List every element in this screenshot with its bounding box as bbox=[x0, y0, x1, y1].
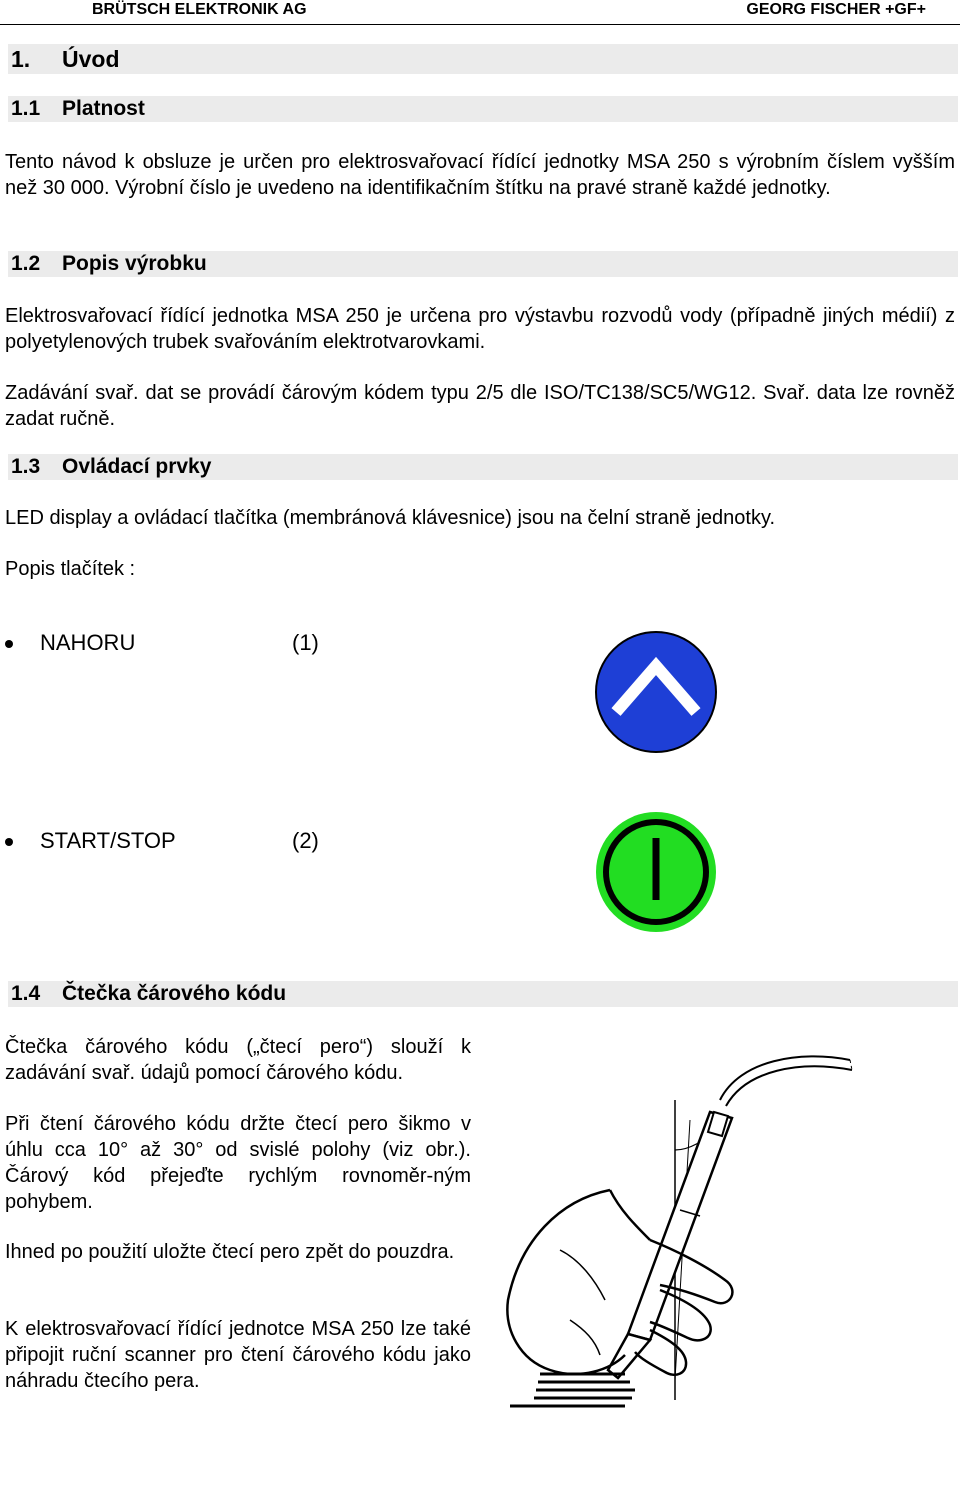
paragraph-validity: Tento návod k obsluze je určen pro elektrosvařovací řídící jednotky MSA 250 s výrobním číslem vyšším než 30 000. Výrobní číslo je uvedeno na identifikačním štítku na pravé straně každé jednotky. bbox=[5, 151, 955, 199]
section-title: Čtečka čárového kódu bbox=[62, 982, 287, 1005]
header-company-right: GEORG FISCHER +GF+ bbox=[746, 1, 926, 18]
button-label: NAHORU bbox=[40, 630, 136, 655]
power-icon bbox=[594, 810, 718, 934]
button-label: START/STOP bbox=[40, 828, 176, 853]
barcode-pen-illustration bbox=[500, 1040, 880, 1420]
paragraph-reading-instructions: Při čtení čárového kódu držte čtecí pero šikmo v úhlu cca 10° až 30° od svislé polohy (viz obr.). Čárový kód přejeďte rychlým rovnoměr-ným pohybem. bbox=[5, 1113, 471, 1213]
bullet-dot bbox=[5, 640, 13, 648]
section-title: Platnost bbox=[62, 97, 145, 120]
section-title: Ovládací prvky bbox=[62, 455, 212, 478]
section-number: 1.4 bbox=[11, 982, 41, 1005]
section-number: 1.2 bbox=[11, 252, 41, 275]
paragraph-controls: LED display a ovládací tlačítka (membránová klávesnice) jsou na čelní straně jednotky. bbox=[5, 507, 776, 529]
button-code: (1) bbox=[292, 630, 319, 655]
button-code: (2) bbox=[292, 828, 319, 853]
paragraph-barcode-reader: Čtečka čárového kódu („čtecí pero“) slouží k zadávání svař. údajů pomocí čárového kódu. bbox=[5, 1036, 471, 1084]
paragraph-product-description: Elektrosvařovací řídící jednotka MSA 250 je určena pro výstavbu rozvodů vody (případně jiných médií) z polyetylenových trubek svařováním elektrotvarovkami. bbox=[5, 305, 955, 353]
page-header bbox=[0, 0, 960, 25]
section-number: 1.1 bbox=[11, 97, 41, 120]
section-heading-1-3 bbox=[8, 454, 958, 480]
section-number: 1. bbox=[11, 46, 31, 72]
section-number: 1.3 bbox=[11, 455, 41, 478]
paragraph-storage: Ihned po použití uložte čtecí pero zpět do pouzdra. bbox=[5, 1241, 455, 1263]
paragraph-button-description: Popis tlačítek : bbox=[5, 558, 136, 580]
paragraph-barcode-input: Zadávání svař. dat se provádí čárovým kódem typu 2/5 dle ISO/TC138/SC5/WG12. Svař. data lze rovněž zadat ručně. bbox=[5, 382, 955, 430]
up-arrow-icon bbox=[594, 630, 718, 754]
section-title: Úvod bbox=[62, 46, 120, 72]
section-heading-1-2 bbox=[8, 251, 958, 277]
header-company-left: BRÜTSCH ELEKTRONIK AG bbox=[92, 1, 307, 18]
section-heading-1-1 bbox=[8, 96, 958, 122]
paragraph-scanner: K elektrosvařovací řídící jednotce MSA 250 lze také připojit ruční scanner pro čtení čárového kódu jako náhradu čtecího pera. bbox=[5, 1318, 471, 1392]
section-heading-1 bbox=[8, 44, 958, 74]
bullet-dot bbox=[5, 838, 13, 846]
section-title: Popis výrobku bbox=[62, 252, 207, 275]
section-heading-1-4 bbox=[8, 981, 958, 1007]
